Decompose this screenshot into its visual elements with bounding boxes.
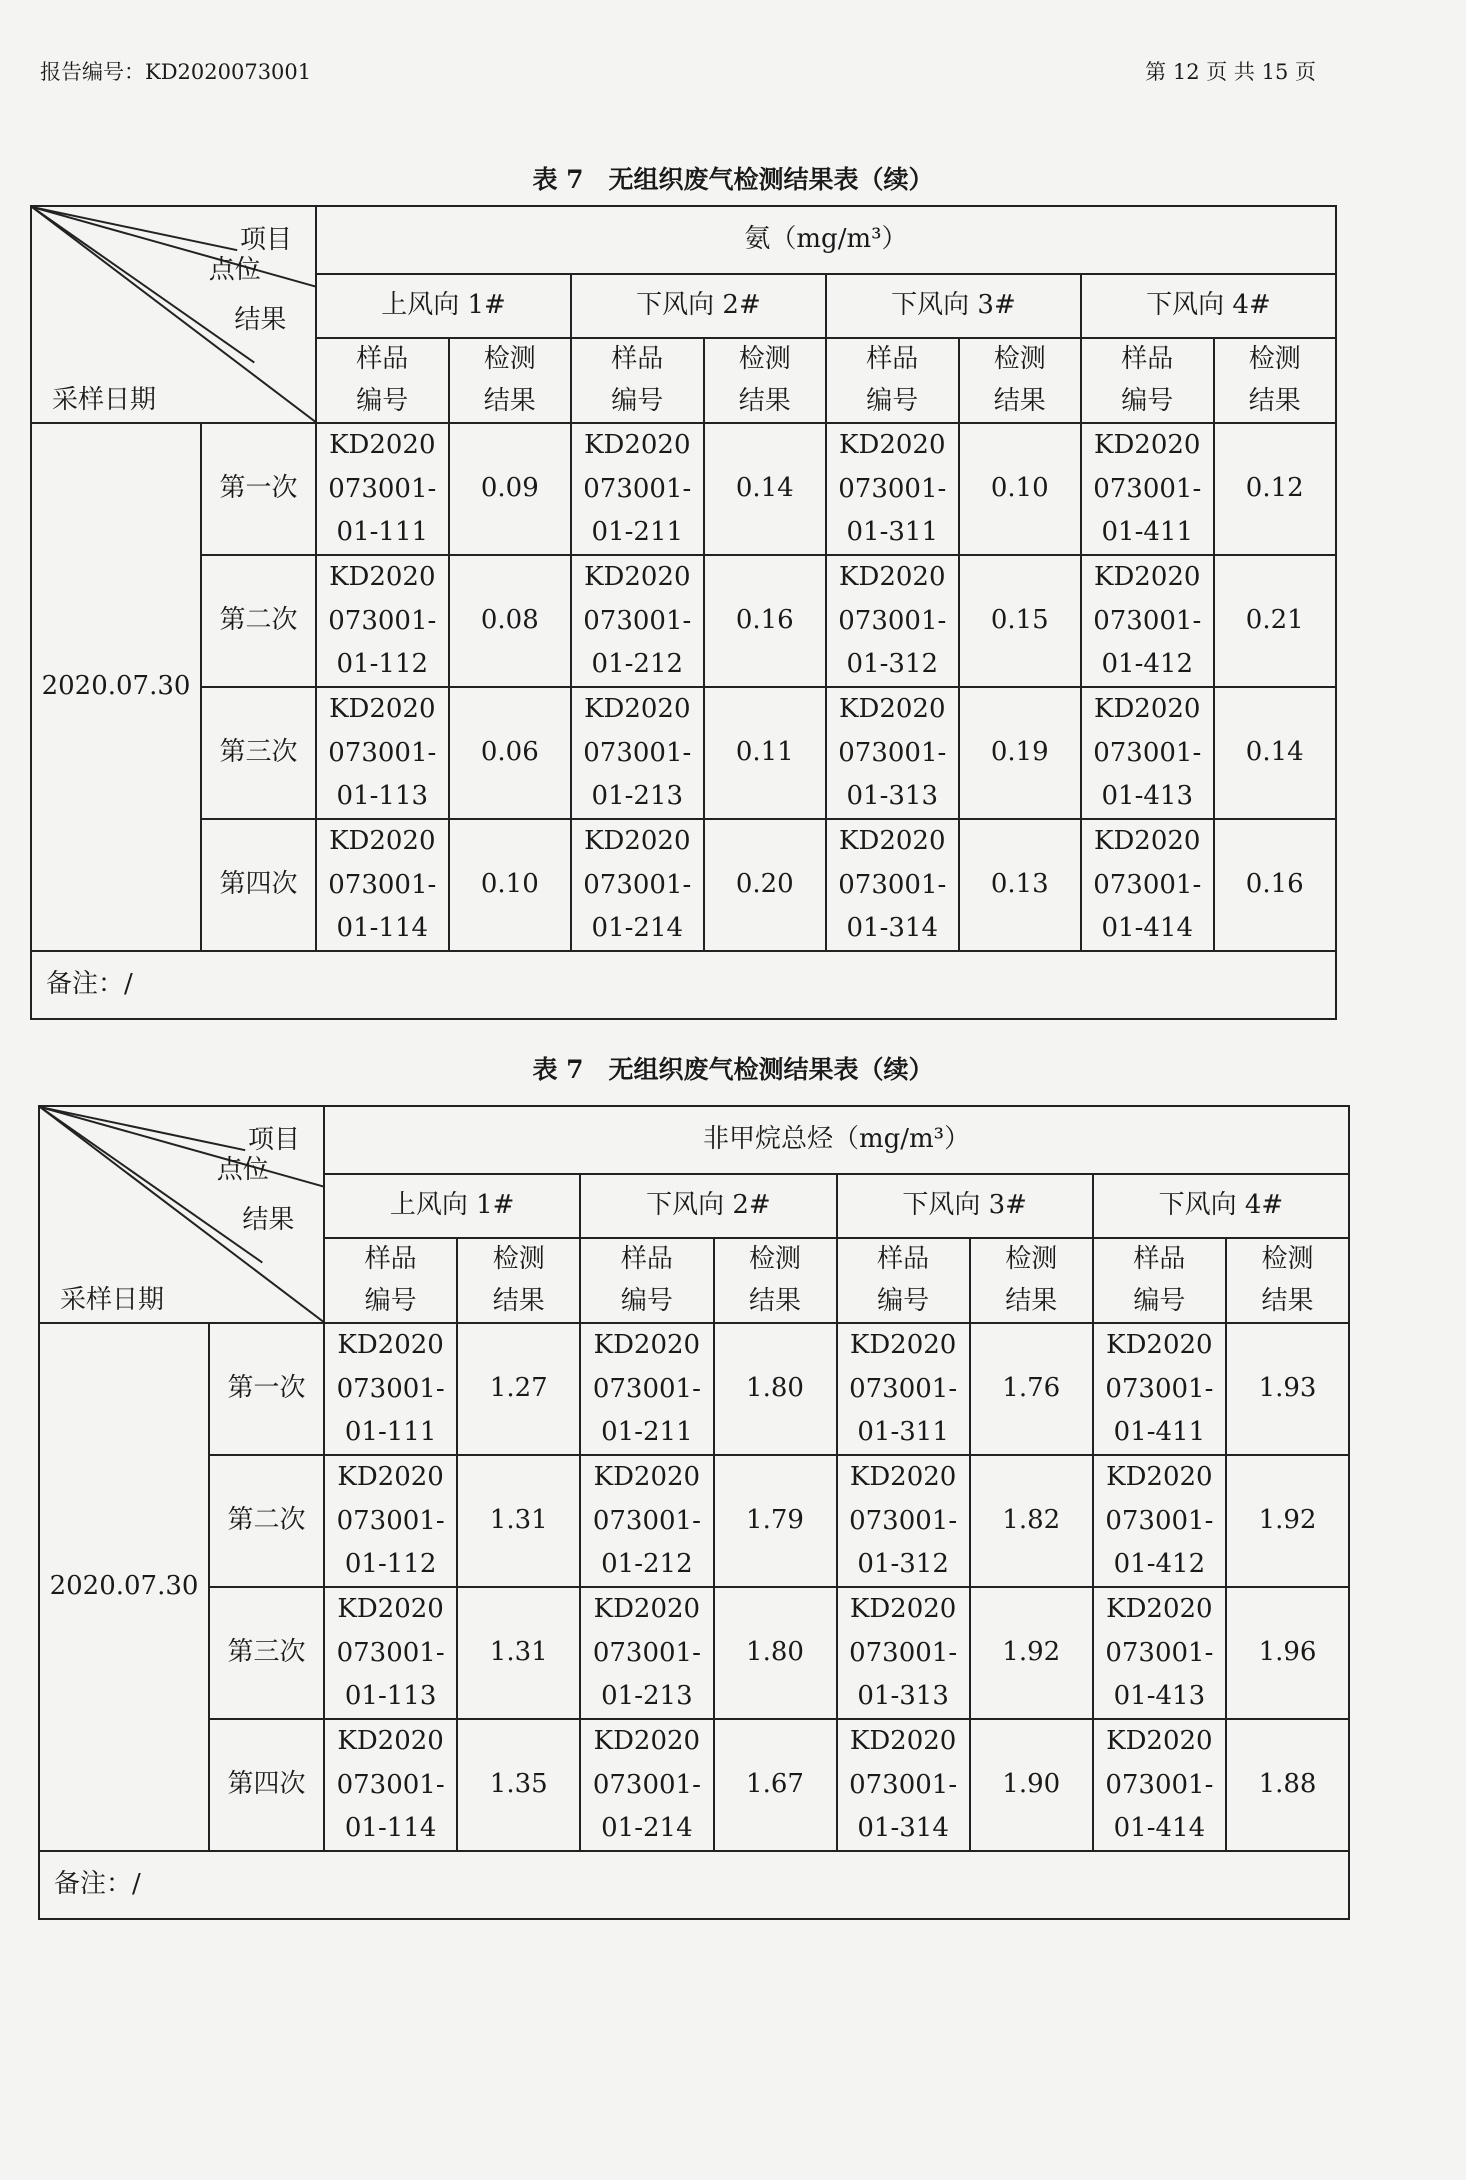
sample-number-cell: KD2020 073001- 01-213 [571,687,704,819]
measured-result-header: 检测 结果 [970,1238,1093,1323]
measured-value-cell: 1.79 [714,1455,837,1587]
measured-value-cell: 0.09 [449,423,571,555]
table-row [39,1719,1349,1851]
measured-value-cell: 0.14 [1214,687,1336,819]
measured-value-cell: 1.31 [457,1455,580,1587]
round-cell: 第三次 [201,687,316,819]
monitoring-point-header: 下风向 3# [837,1174,1093,1238]
round-cell: 第一次 [201,423,316,555]
measured-value-cell: 1.80 [714,1323,837,1455]
sample-number-cell: KD2020 073001- 01-112 [324,1455,457,1587]
sample-number-header: 样品 编号 [324,1238,457,1323]
header-label-date: 采样日期 [59,1284,164,1315]
table-row [31,423,1336,555]
sample-number-cell: KD2020 073001- 01-412 [1093,1455,1226,1587]
sample-number-cell: KD2020 073001- 01-212 [580,1455,713,1587]
sample-number-cell: KD2020 073001- 01-214 [571,819,704,951]
sample-number-cell: KD2020 073001- 01-411 [1081,423,1214,555]
round-cell: 第四次 [201,819,316,951]
measured-value-cell: 0.10 [959,423,1081,555]
sample-number-cell: KD2020 073001- 01-413 [1093,1587,1226,1719]
sample-number-cell: KD2020 073001- 01-312 [837,1455,970,1587]
sample-number-header: 样品 编号 [837,1238,970,1323]
measured-value-cell: 0.14 [704,423,826,555]
measured-value-cell: 1.96 [1226,1587,1349,1719]
sample-number-cell: KD2020 073001- 01-312 [826,555,959,687]
table-row [31,687,1336,819]
pollutant-header: 氨（mg/m³） [316,206,1336,274]
sample-number-cell: KD2020 073001- 01-213 [580,1587,713,1719]
measured-result-header: 检测 结果 [1226,1238,1349,1323]
sample-number-cell: KD2020 073001- 01-314 [837,1719,970,1851]
header-label-result: 结果 [234,304,287,335]
round-cell: 第二次 [209,1455,324,1587]
measured-value-cell: 0.10 [449,819,571,951]
table-row [31,555,1336,687]
table-title: 表 7 无组织废气检测结果表（续） [532,1055,934,1084]
sampling-date-cell: 2020.07.30 [31,423,201,951]
measured-value-cell: 0.13 [959,819,1081,951]
page-number: 第 12 页 共 15 页 [1145,60,1316,84]
sample-number-cell: KD2020 073001- 01-314 [826,819,959,951]
header-label-point: 点位 [208,255,261,286]
table-row [39,1587,1349,1719]
sample-number-cell: KD2020 073001- 01-311 [837,1323,970,1455]
sample-number-cell: KD2020 073001- 01-414 [1081,819,1214,951]
measured-value-cell: 0.21 [1214,555,1336,687]
measured-result-header: 检测 结果 [704,338,826,423]
sample-number-cell: KD2020 073001- 01-211 [571,423,704,555]
sample-number-cell: KD2020 073001- 01-212 [571,555,704,687]
sample-number-cell: KD2020 073001- 01-413 [1081,687,1214,819]
ammonia-result-table [30,205,1337,1020]
table-title: 表 7 无组织废气检测结果表（续） [532,165,934,194]
sample-number-cell: KD2020 073001- 01-111 [316,423,449,555]
header-label-date: 采样日期 [51,384,156,415]
measured-value-cell: 1.92 [1226,1455,1349,1587]
monitoring-point-header: 下风向 4# [1081,274,1336,338]
sample-number-cell: KD2020 073001- 01-113 [316,687,449,819]
measured-result-header: 检测 结果 [449,338,571,423]
sample-number-cell: KD2020 073001- 01-114 [324,1719,457,1851]
measured-value-cell: 1.93 [1226,1323,1349,1455]
sample-number-cell: KD2020 073001- 01-112 [316,555,449,687]
measured-result-header: 检测 结果 [714,1238,837,1323]
sample-number-cell: KD2020 073001- 01-313 [837,1587,970,1719]
monitoring-point-header: 下风向 2# [571,274,826,338]
measured-value-cell: 0.19 [959,687,1081,819]
measured-value-cell: 0.15 [959,555,1081,687]
round-cell: 第二次 [201,555,316,687]
monitoring-point-header: 上风向 1# [316,274,571,338]
header-label-item: 项目 [248,1124,301,1155]
monitoring-point-header: 下风向 3# [826,274,1081,338]
measured-value-cell: 0.11 [704,687,826,819]
sample-number-cell: KD2020 073001- 01-113 [324,1587,457,1719]
measured-value-cell: 1.76 [970,1323,1093,1455]
diagonal-header-cell [39,1106,324,1323]
monitoring-point-header: 下风向 2# [580,1174,836,1238]
sample-number-cell: KD2020 073001- 01-111 [324,1323,457,1455]
measured-value-cell: 1.90 [970,1719,1093,1851]
pollutant-header: 非甲烷总烃（mg/m³） [324,1106,1349,1174]
remark-cell: 备注：/ [39,1851,1349,1919]
measured-value-cell: 1.27 [457,1323,580,1455]
measured-result-header: 检测 结果 [959,338,1081,423]
remark-cell: 备注：/ [31,951,1336,1019]
measured-value-cell: 0.20 [704,819,826,951]
measured-value-cell: 1.67 [714,1719,837,1851]
sample-number-cell: KD2020 073001- 01-414 [1093,1719,1226,1851]
sample-number-header: 样品 编号 [316,338,449,423]
header-label-result: 结果 [242,1204,295,1235]
sample-number-header: 样品 编号 [1093,1238,1226,1323]
header-label-item: 项目 [240,224,293,255]
sample-number-cell: KD2020 073001- 01-211 [580,1323,713,1455]
table-row [39,1455,1349,1587]
measured-value-cell: 0.06 [449,687,571,819]
monitoring-point-header: 上风向 1# [324,1174,580,1238]
sample-number-cell: KD2020 073001- 01-114 [316,819,449,951]
table-row [39,1323,1349,1455]
measured-result-header: 检测 结果 [457,1238,580,1323]
sample-number-cell: KD2020 073001- 01-412 [1081,555,1214,687]
page-header [40,56,1316,86]
measured-value-cell: 1.82 [970,1455,1093,1587]
header-label-point: 点位 [216,1155,269,1186]
measured-value-cell: 0.12 [1214,423,1336,555]
sample-number-header: 样品 编号 [1081,338,1214,423]
sample-number-cell: KD2020 073001- 01-214 [580,1719,713,1851]
measured-value-cell: 0.16 [704,555,826,687]
measured-value-cell: 0.08 [449,555,571,687]
table-row [31,819,1336,951]
measured-value-cell: 1.88 [1226,1719,1349,1851]
round-cell: 第四次 [209,1719,324,1851]
measured-value-cell: 1.31 [457,1587,580,1719]
measured-value-cell: 1.80 [714,1587,837,1719]
round-cell: 第三次 [209,1587,324,1719]
nmhc-result-table [38,1105,1350,1920]
round-cell: 第一次 [209,1323,324,1455]
sample-number-header: 样品 编号 [580,1238,713,1323]
measured-result-header: 检测 结果 [1214,338,1336,423]
measured-value-cell: 1.92 [970,1587,1093,1719]
measured-value-cell: 1.35 [457,1719,580,1851]
diagonal-header-cell [31,206,316,423]
sample-number-header: 样品 编号 [571,338,704,423]
measured-value-cell: 0.16 [1214,819,1336,951]
sample-number-header: 样品 编号 [826,338,959,423]
report-number: 报告编号：KD2020073001 [40,60,312,84]
monitoring-point-header: 下风向 4# [1093,1174,1349,1238]
sample-number-cell: KD2020 073001- 01-313 [826,687,959,819]
sampling-date-cell: 2020.07.30 [39,1323,209,1851]
sample-number-cell: KD2020 073001- 01-411 [1093,1323,1226,1455]
sample-number-cell: KD2020 073001- 01-311 [826,423,959,555]
